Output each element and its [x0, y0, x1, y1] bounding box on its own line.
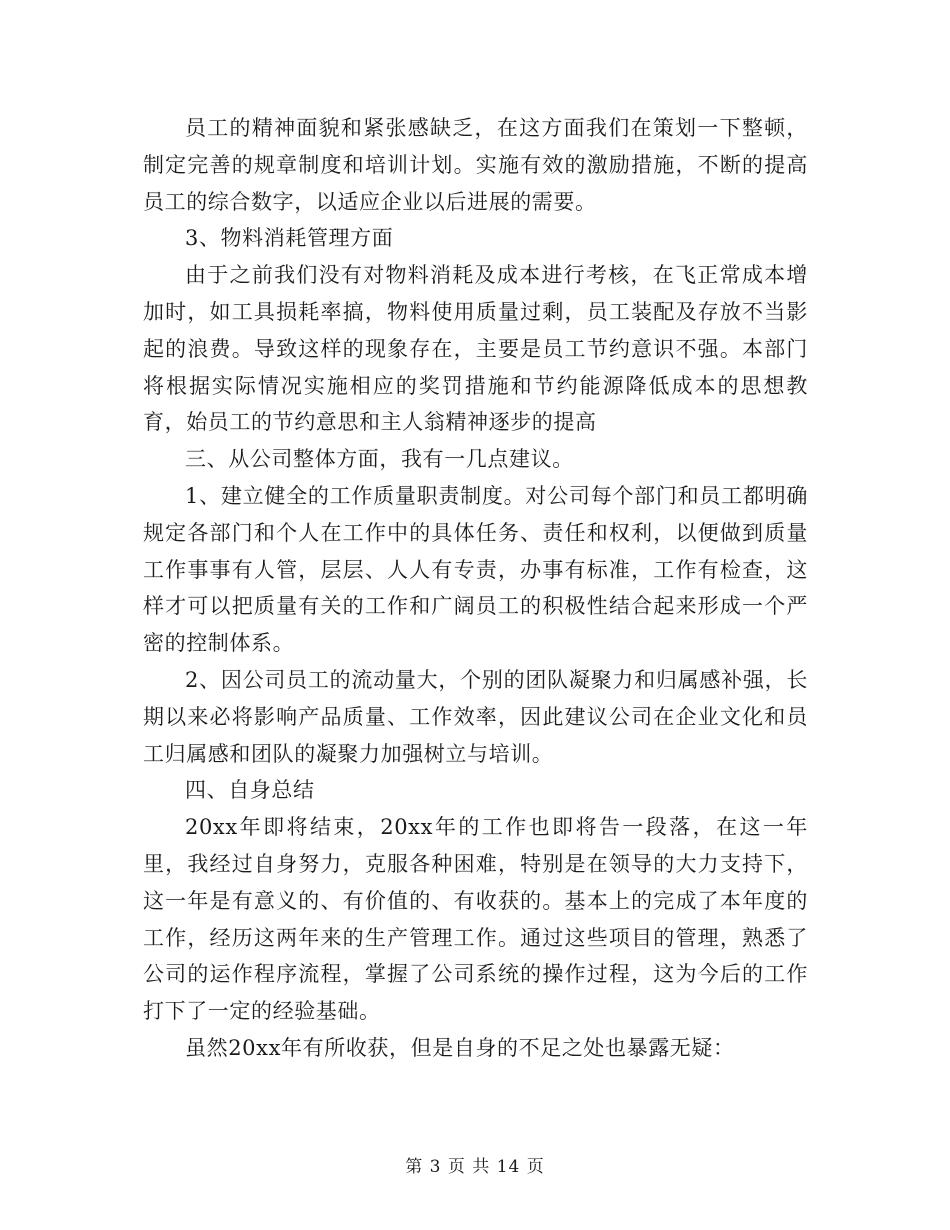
heading-material-consumption: 3、物料消耗管理方面	[185, 226, 394, 251]
paragraph-shortcomings: 虽然20xx年有所收获，但是自身的不足之处也暴露无疑：	[185, 1035, 735, 1060]
paragraph-material-consumption: 由于之前我们没有对物料消耗及成本进行考核，在飞正常成本增加时，如工具损耗率搞，物料使用质量过剩，员工装配及存放不当影起的浪费。导致这样的现象存在，主要是员工节约意识不强。本部门将根据实际情况实施相应的奖罚措施和节约能源降低成本的思想教育，始员工的节约意思和主人翁精神逐步的提高	[143, 263, 808, 435]
heading-company-suggestions: 三、从公司整体方面，我有一几点建议。	[185, 447, 574, 472]
paragraph-quality-responsibility: 1、建立健全的工作质量职责制度。对公司每个部门和员工都明确规定各部门和个人在工作中的具体任务、责任和权利，以便做到质量工作事事有人管，层层、人人有专责，办事有标准，工作有检查，这样才可以把质量有关的工作和广阔员工的积极性结合起来形成一个严密的控制体系。	[143, 483, 808, 656]
paragraph-staff-morale: 员工的精神面貌和紧张感缺乏，在这方面我们在策划一下整顿，制定完善的规章制度和培训计划。实施有效的激励措施，不断的提高员工的综合数字，以适应企业以后进展的需要。	[143, 116, 808, 214]
heading-self-summary: 四、自身总结	[185, 778, 315, 803]
paragraph-year-summary: 20xx年即将结束，20xx年的工作也即将告一段落，在这一年里，我经过自身努力，克服各种困难，特别是在领导的大力支持下，这一年是有意义的、有价值的、有收获的。基本上的完成了本年度的工作，经历这两年来的生产管理工作。通过这些项目的管理，熟悉了公司的运作程序流程，掌握了公司系统的操作过程，这为今后的工作打下了一定的经验基础。	[143, 815, 808, 1024]
page-number-footer: 第 3 页 共 14 页	[405, 1157, 545, 1177]
document-body	[143, 110, 808, 1067]
paragraph-staff-turnover: 2、因公司员工的流动量大，个别的团队凝聚力和归属感补强，长期以来必将影响产品质量、工作效率，因此建议公司在企业文化和员工归属感和团队的凝聚力加强树立与培训。	[143, 667, 808, 766]
